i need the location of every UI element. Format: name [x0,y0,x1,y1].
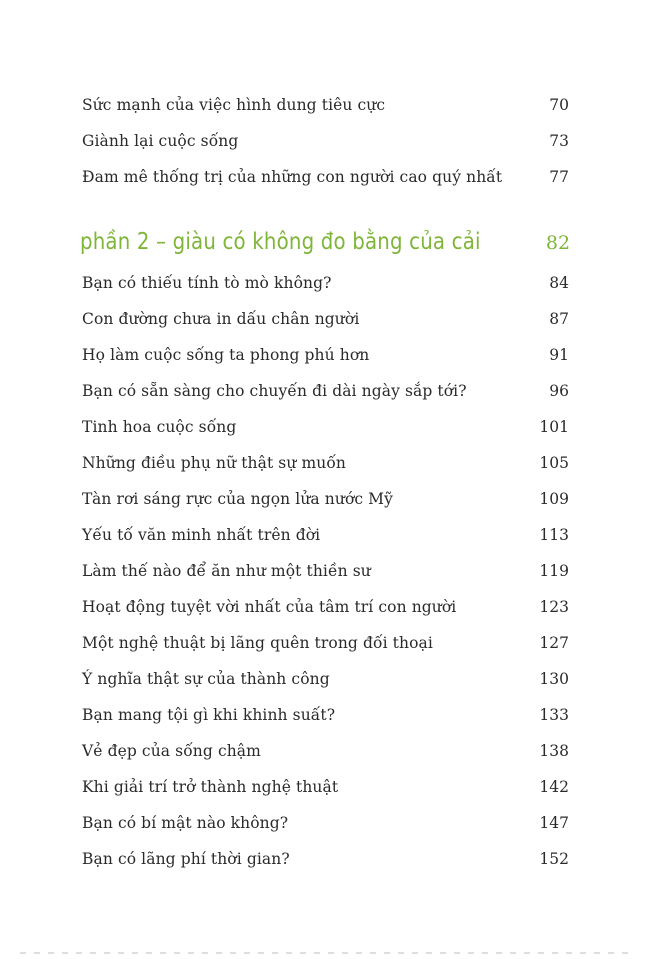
cut-off-text-strip [20,952,630,954]
toc-entry-page: 119 [539,562,569,580]
toc-entry-page: 113 [539,526,569,544]
toc-entry [82,274,569,300]
toc-entry-title: Khi giải trí trở thành nghệ thuật [82,778,339,796]
section-page-number: 82 [545,232,571,254]
toc-entry-title: Tàn rơi sáng rực của ngọn lửa nước Mỹ [82,490,394,508]
toc-entry-title: Con đường chưa in dấu chân người [82,310,360,328]
toc-entry [82,598,569,624]
section-heading [80,229,569,263]
section-title: phần 2 – giàu có không đo bằng của cải [80,229,481,255]
toc-entry-page: 84 [549,274,569,292]
toc-entry [82,454,569,480]
toc-entry-page: 127 [539,634,569,652]
toc-entry-title: Làm thế nào để ăn như một thiền sư [82,562,371,580]
toc-entry-title: Những điều phụ nữ thật sự muốn [82,454,347,472]
toc-entry-title: Vẻ đẹp của sống chậm [82,742,261,760]
toc-entry-page: 138 [539,742,569,760]
toc-entry-title: Giành lại cuộc sống [82,132,239,150]
toc-entry-title: Tinh hoa cuộc sống [82,418,237,436]
toc-entry [82,670,569,696]
toc-entry [82,742,569,768]
toc-entry-page: 130 [539,670,569,688]
toc-entry-title: Một nghệ thuật bị lãng quên trong đối thoại [82,634,433,652]
toc-entry-title: Bạn mang tội gì khi khinh suất? [82,706,336,724]
toc-entry-title: Hoạt động tuyệt vời nhất của tâm trí con người [82,598,457,616]
toc-entry [82,96,569,122]
toc-entry [82,490,569,516]
toc-entry-page: 142 [539,778,569,796]
toc-entry-page: 87 [549,310,569,328]
toc-entry [82,526,569,552]
toc-entry-title: Đam mê thống trị của những con người cao quý nhất [82,168,503,186]
toc-entry [82,778,569,804]
toc-entry [82,814,569,840]
toc-entry [82,418,569,444]
toc-entry [82,850,569,876]
toc-entry [82,132,569,158]
toc-entry [82,346,569,372]
toc-entry-page: 133 [539,706,569,724]
toc-entry-page: 152 [539,850,569,868]
toc-entry-title: Yếu tố văn minh nhất trên đời [82,526,321,544]
toc-entry-page: 105 [539,454,569,472]
toc-entry-title: Bạn có sẵn sàng cho chuyến đi dài ngày sắp tới? [82,382,467,400]
toc-entry-page: 101 [539,418,569,436]
toc-entry [82,634,569,660]
toc-entry [82,562,569,588]
toc-entry [82,168,569,194]
toc-entry-title: Bạn có bí mật nào không? [82,814,289,832]
toc-entry-title: Bạn có lãng phí thời gian? [82,850,290,868]
toc-entry-page: 96 [549,382,569,400]
toc-entry-page: 77 [549,168,569,186]
toc-entry-title: Bạn có thiếu tính tò mò không? [82,274,332,292]
toc-entry-page: 109 [539,490,569,508]
toc-entry [82,382,569,408]
toc-entry-page: 91 [549,346,569,364]
toc-entry-page: 123 [539,598,569,616]
toc-entry-title: Ý nghĩa thật sự của thành công [82,670,330,688]
toc-entry-title: Họ làm cuộc sống ta phong phú hơn [82,346,370,364]
toc-entry-title: Sức mạnh của việc hình dung tiêu cực [82,96,386,114]
toc-entry [82,310,569,336]
toc-entry-page: 73 [549,132,569,150]
toc-entry-page: 70 [549,96,569,114]
toc-entry [82,706,569,732]
toc-entry-page: 147 [539,814,569,832]
